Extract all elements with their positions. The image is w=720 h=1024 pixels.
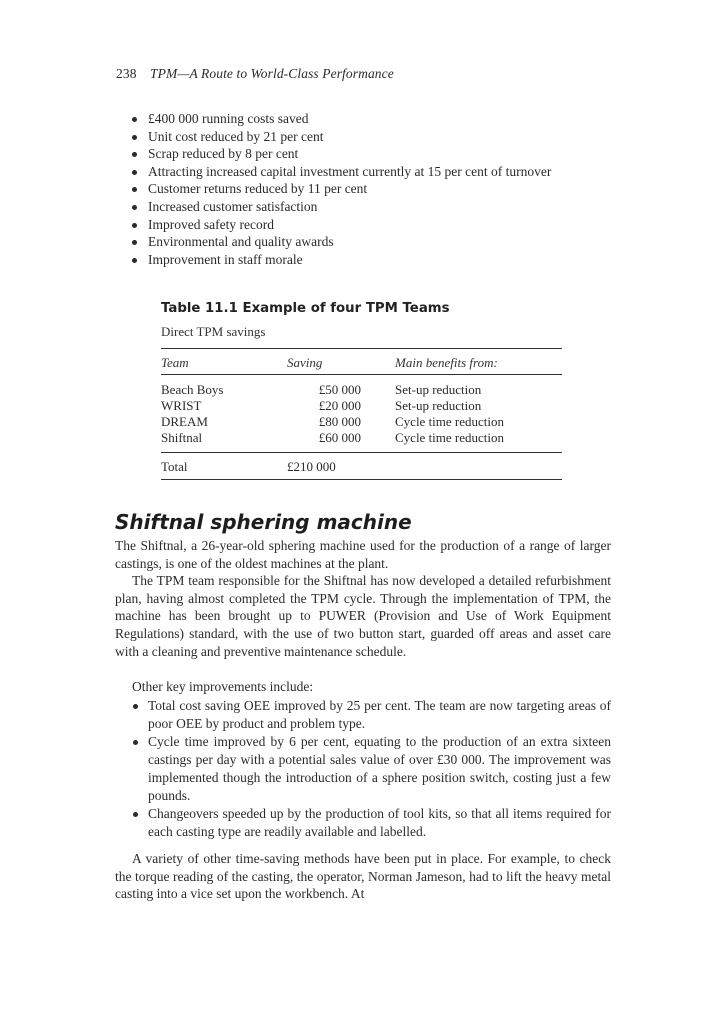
- list-item: Scrap reduced by 8 per cent: [132, 145, 632, 163]
- list-item: £400 000 running costs saved: [132, 110, 632, 128]
- running-title: TPM—A Route to World-Class Performance: [150, 66, 394, 81]
- table-header-saving: Saving: [287, 355, 323, 370]
- table-cell-benefit: Cycle time reduction: [395, 430, 505, 445]
- body-paragraph: The Shiftnal, a 26-year-old sphering machine used for the production of a range of larger castings, is one of the oldest machines at the plant.: [115, 538, 611, 571]
- table-cell-saving: £20 000: [318, 398, 361, 413]
- table-header-rule: [161, 374, 562, 375]
- table-row: [0, 430, 720, 446]
- list-item: Changeovers speeded up by the production of tool kits, so that all items required for each casting type are readily available and labelled.: [133, 805, 611, 840]
- list-item: Customer returns reduced by 11 per cent: [132, 180, 632, 198]
- table-total-row: [0, 459, 720, 475]
- table-row: [0, 398, 720, 414]
- table-bottom-rule: [161, 479, 562, 480]
- table-cell-saving: £60 000: [318, 430, 361, 445]
- table-cell-benefit: Set-up reduction: [395, 398, 482, 413]
- list-item: Attracting increased capital investment currently at 15 per cent of turnover: [132, 163, 632, 181]
- table-total-rule: [161, 452, 562, 453]
- list-item: Total cost saving OEE improved by 25 per cent. The team are now targeting areas of poor OEE by product and problem type.: [133, 697, 611, 732]
- table-top-rule: [161, 348, 562, 349]
- table-caption: Table 11.1 Example of four TPM Teams: [161, 301, 450, 316]
- table-cell-team: DREAM: [161, 414, 208, 429]
- list-item: Improved safety record: [132, 216, 632, 234]
- table-cell-team: WRIST: [161, 398, 202, 413]
- table-cell-team: Shiftnal: [161, 430, 203, 445]
- table-header-benefit: Main benefits from:: [395, 355, 498, 370]
- running-header: [116, 66, 394, 82]
- section-heading: Shiftnal sphering machine: [115, 510, 412, 534]
- list-item: Environmental and quality awards: [132, 233, 632, 251]
- body-paragraph: The TPM team responsible for the Shiftnal has now developed a detailed refurbishment plan, having almost completed the TPM cycle. Through the implementation of TPM, the machine has been brought up to PUWER (Provision and Use of Work Equipment Regulations) standard, with the use of two button start, guarded off areas and asset care with a cleaning and preventive maintenance schedule.: [115, 573, 611, 659]
- table-total-label: Total: [161, 459, 188, 474]
- list-item: Increased customer satisfaction: [132, 198, 632, 216]
- body-paragraph: Other key improvements include:: [132, 679, 314, 694]
- table-row: [0, 414, 720, 430]
- table-cell-saving: £80 000: [318, 414, 361, 429]
- table-cell-benefit: Set-up reduction: [395, 382, 482, 397]
- table-subcaption: Direct TPM savings: [161, 324, 266, 339]
- body-paragraph: A variety of other time-saving methods have been put in place. For example, to check the torque reading of the casting, the operator, Norman Jameson, had to lift the heavy metal casting into a vice set upon the workbench. At: [115, 851, 611, 902]
- table-header-team: Team: [161, 355, 189, 370]
- page-number: 238: [116, 66, 137, 81]
- list-item: Cycle time improved by 6 per cent, equating to the production of an extra sixteen castings per day with a potential sales value of over £30 000. The improvement was implemented though the introduction of a sphere position switch, costing just a few pounds.: [133, 733, 611, 804]
- list-item: Improvement in staff morale: [132, 251, 632, 269]
- table-cell-benefit: Cycle time reduction: [395, 414, 505, 429]
- table-cell-saving: £50 000: [318, 382, 361, 397]
- table-total-saving: £210 000: [287, 459, 336, 474]
- improvements-list: [133, 697, 611, 841]
- benefits-list: [132, 110, 632, 268]
- table-cell-team: Beach Boys: [161, 382, 224, 397]
- list-item: Unit cost reduced by 21 per cent: [132, 128, 632, 146]
- table-row: [0, 382, 720, 398]
